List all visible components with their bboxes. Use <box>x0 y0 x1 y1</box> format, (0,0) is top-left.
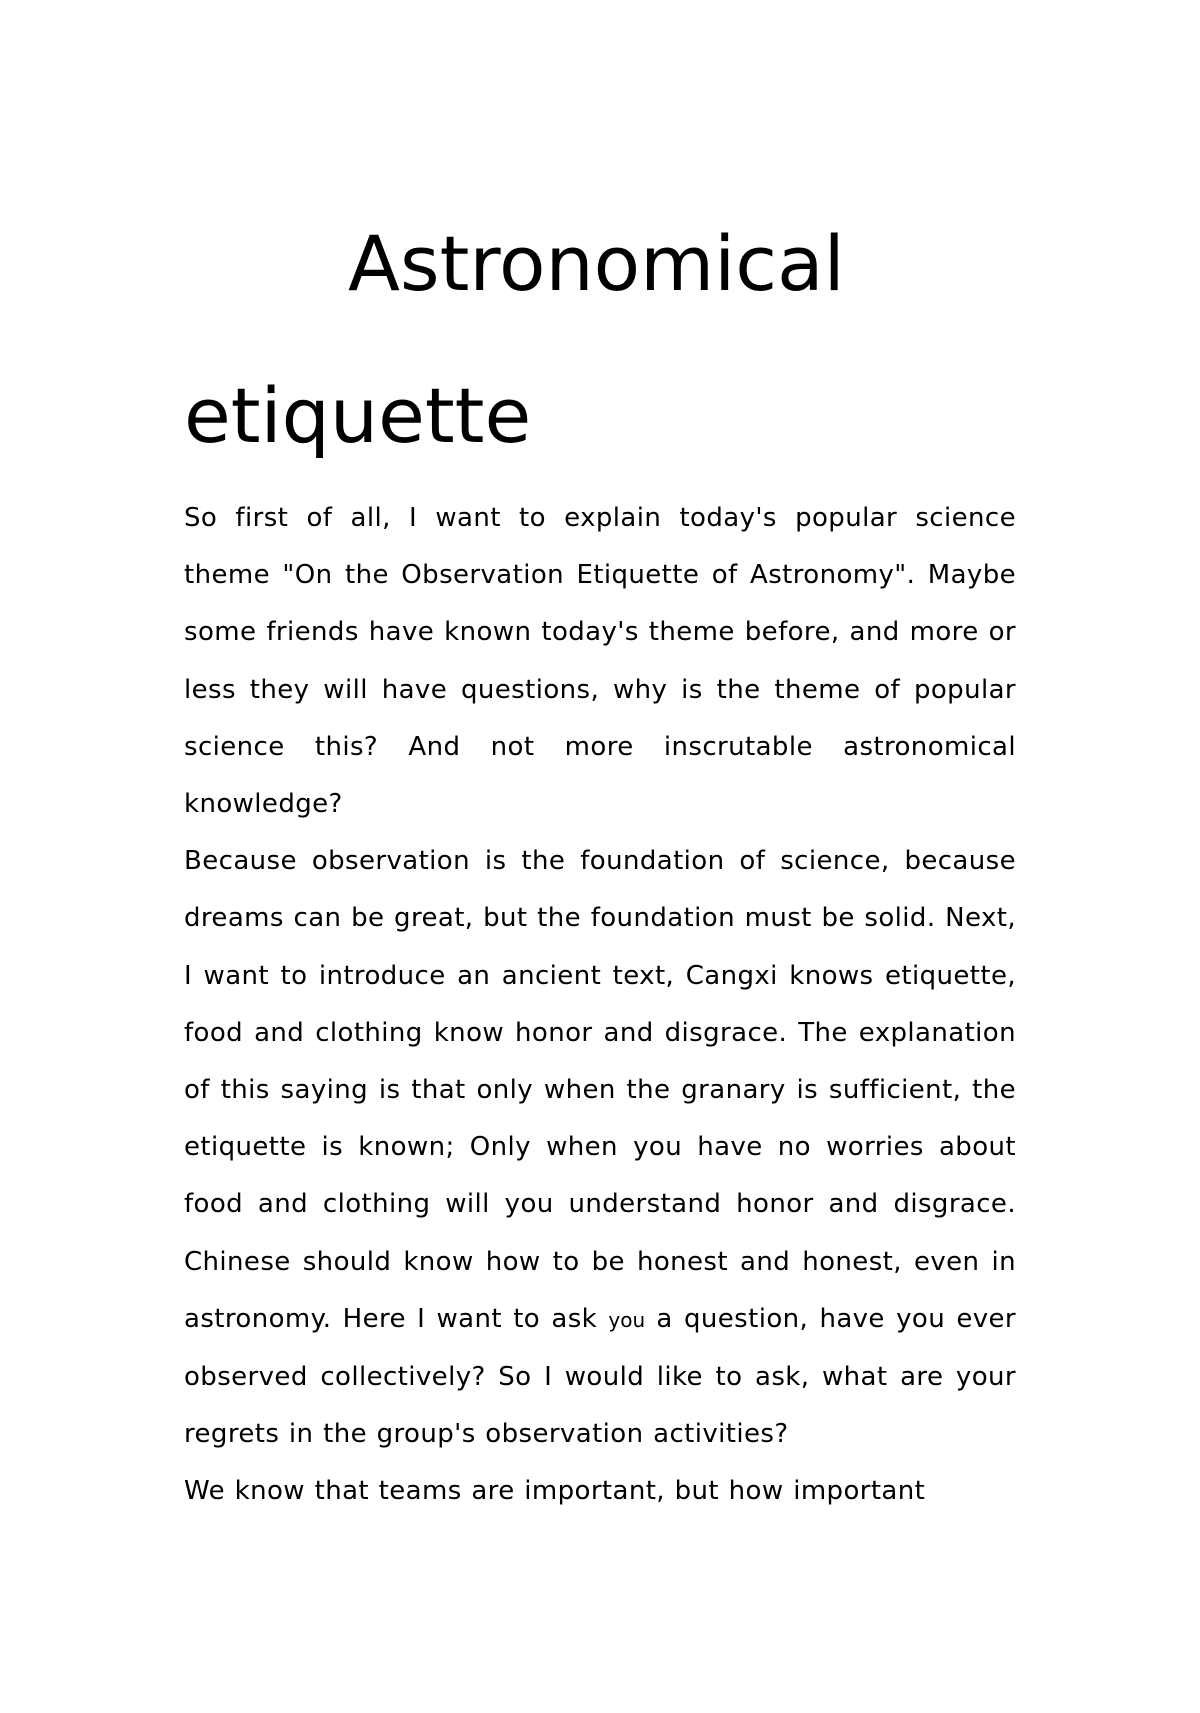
paragraph-observation-text: Because observation is the foundation of science, because dreams can be great, but the foundation must be solid. Next, I want to introduce an ancient text, Cangxi knows etiquette, food and clothing know honor and disgrace. The explanation of this saying is that only when the granary is sufficient, the etiquette is known; Only when you have no worries about food and clothing will you understand honor and disgrace. Chinese should know how to be honest and honest, even in astronomy. Here I want to ask <box>184 846 1016 1334</box>
paragraph-observation-question: a question, have you ever observed collectively? So I would like to ask, what are your regrets in the group's observation activities? <box>184 1303 1016 1450</box>
paragraph-intro: So first of all, I want to explain today's popular science theme "On the Observation Etiquette of Astronomy". Maybe some friends have known today's theme before, and more or less they will have questions, why is the theme of popular science this? And not more inscrutable astronomical knowledge? <box>184 503 1016 820</box>
document-content <box>184 188 1016 1521</box>
paragraph-observation <box>184 833 1016 1463</box>
paragraph-observation-you: you <box>608 1307 646 1332</box>
document-title: Astronomical etiquette <box>184 219 845 460</box>
paragraph-teams: We know that teams are important, but how important <box>184 1476 926 1507</box>
